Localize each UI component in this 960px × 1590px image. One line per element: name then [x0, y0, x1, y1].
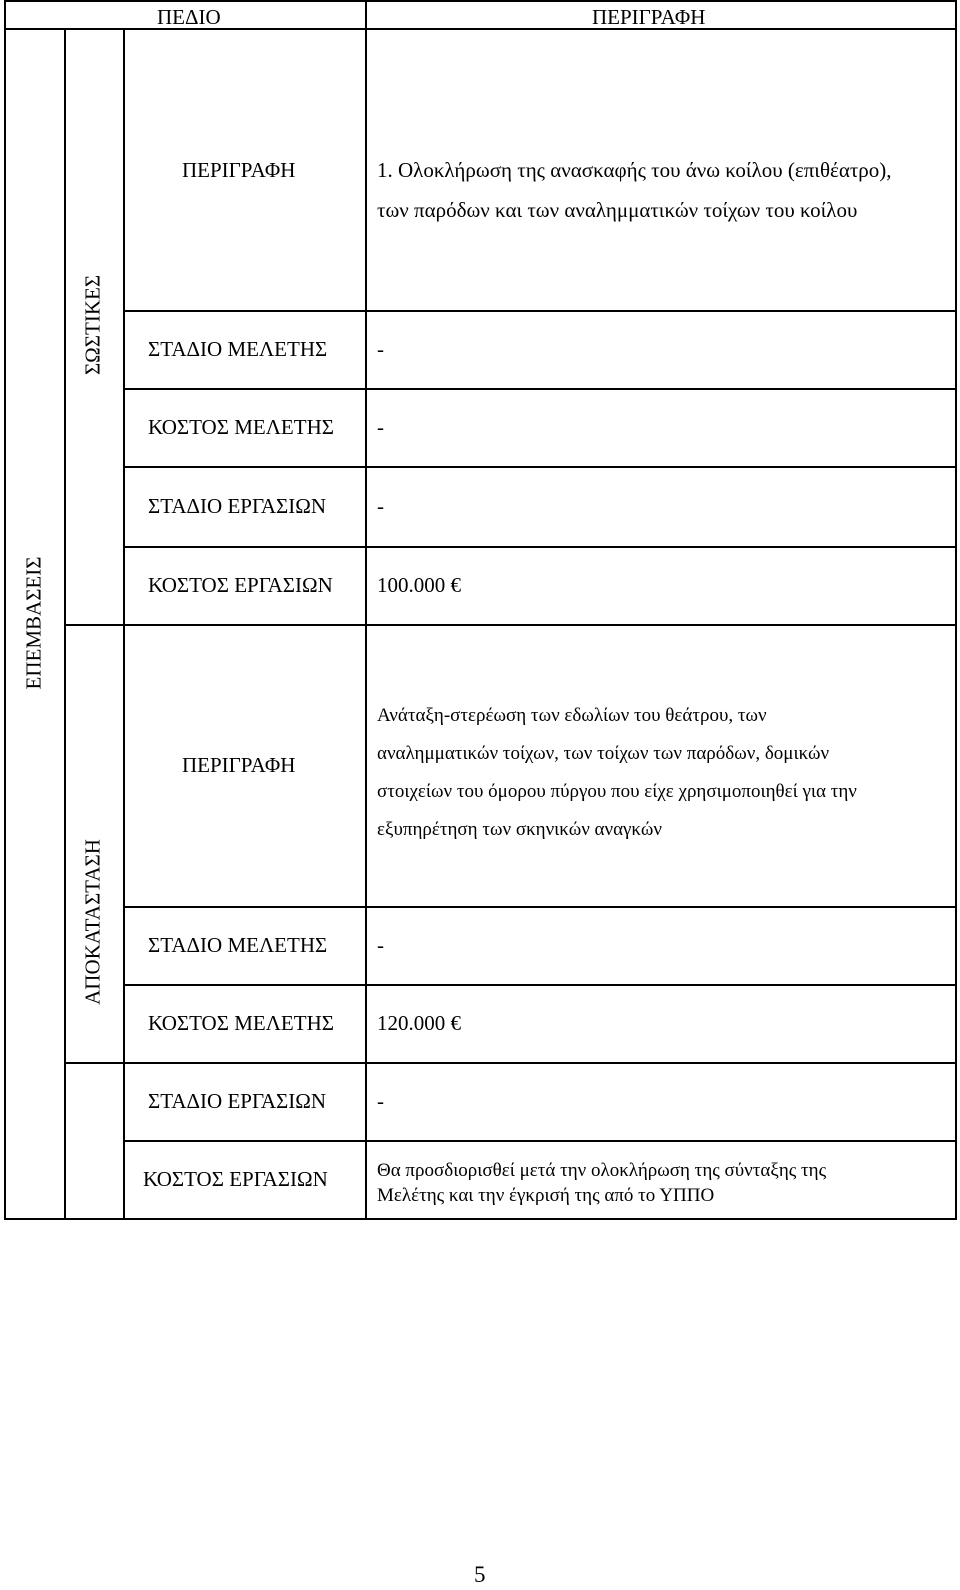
column-divider [365, 0, 367, 1220]
header-description: ΠΕΡΙΓΡΑΦΗ [592, 5, 706, 29]
s2-description-line: εξυπηρέτηση των σκηνικών αναγκών [377, 819, 662, 840]
row-divider [123, 984, 957, 986]
row-divider [123, 546, 957, 548]
s2-study-cost: 120.000 € [377, 1011, 461, 1035]
s1-label-study-stage: ΣΤΑΔΙΟ ΜΕΛΕΤΗΣ [148, 337, 328, 361]
s2-label-study-stage: ΣΤΑΔΙΟ ΜΕΛΕΤΗΣ [148, 933, 328, 957]
s2-label-works-cost: ΚΟΣΤΟΣ ΕΡΓΑΣΙΩΝ [143, 1167, 328, 1191]
s1-description-line2: των παρόδων και των αναλημματικών τοίχων του κοίλου [377, 198, 858, 222]
s2-description-line: αναλημματικών τοίχων, των τοίχων των παρόδων, δομικών [377, 743, 830, 764]
s1-study-stage: - [377, 337, 384, 361]
s2-label-works-stage: ΣΤΑΔΙΟ ΕΡΓΑΣΙΩΝ [148, 1089, 326, 1113]
s2-label-description: ΠΕΡΙΓΡΑΦΗ [182, 753, 296, 777]
s2-works-stage: - [377, 1089, 384, 1113]
s1-description-line1: 1. Ολοκλήρωση της ανασκαφής του άνω κοίλου (επιθέατρο), [377, 158, 892, 182]
page-number: 5 [474, 1562, 486, 1587]
table-border-left [4, 0, 6, 1220]
s1-label-description: ΠΕΡΙΓΡΑΦΗ [182, 158, 296, 182]
row-divider [123, 388, 957, 390]
s1-label-study-cost: ΚΟΣΤΟΣ ΜΕΛΕΤΗΣ [148, 415, 334, 439]
table-border-bottom [4, 1218, 957, 1220]
table-border-right [955, 0, 957, 1220]
s1-study-cost: - [377, 415, 384, 439]
group-label-inner-1: ΣΩΣΤΙΚΕΣ [80, 274, 105, 376]
header-divider [4, 28, 957, 30]
s2-works-cost-line1: Θα προσδιορισθεί μετά την ολοκλήρωση της σύνταξης της [377, 1160, 827, 1181]
s2-label-study-cost: ΚΟΣΤΟΣ ΜΕΛΕΤΗΣ [148, 1011, 334, 1035]
row-divider [123, 466, 957, 468]
group-divider [64, 28, 66, 1220]
section-divider [64, 624, 957, 626]
s1-label-works-cost: ΚΟΣΤΟΣ ΕΡΓΑΣΙΩΝ [148, 573, 333, 597]
row-divider [123, 906, 957, 908]
s2-description-line: Ανάταξη-στερέωση των εδωλίων του θεάτρου, των [377, 705, 767, 726]
s1-works-cost: 100.000 € [377, 573, 461, 597]
row-divider [123, 1140, 957, 1142]
header-field: ΠΕΔΙΟ [157, 5, 221, 29]
group-label-outer: ΕΠΕΜΒΑΣΕΙΣ [21, 556, 46, 690]
s2-description-line: στοιχείων του όμορου πύργου που είχε χρησιμοποιηθεί για την [377, 781, 857, 802]
group-divider [123, 28, 125, 1220]
s2-works-cost-line2: Μελέτης και την έγκρισή της από το ΥΠΠΟ [377, 1185, 715, 1206]
s2-study-stage: - [377, 933, 384, 957]
row-divider [123, 310, 957, 312]
group-label-inner-2: ΑΠΟΚΑΤΑΣΤΑΣΗ [80, 839, 105, 1005]
s1-label-works-stage: ΣΤΑΔΙΟ ΕΡΓΑΣΙΩΝ [148, 494, 326, 518]
s1-works-stage: - [377, 494, 384, 518]
row-divider [64, 1062, 957, 1064]
table-border-top [4, 0, 957, 2]
